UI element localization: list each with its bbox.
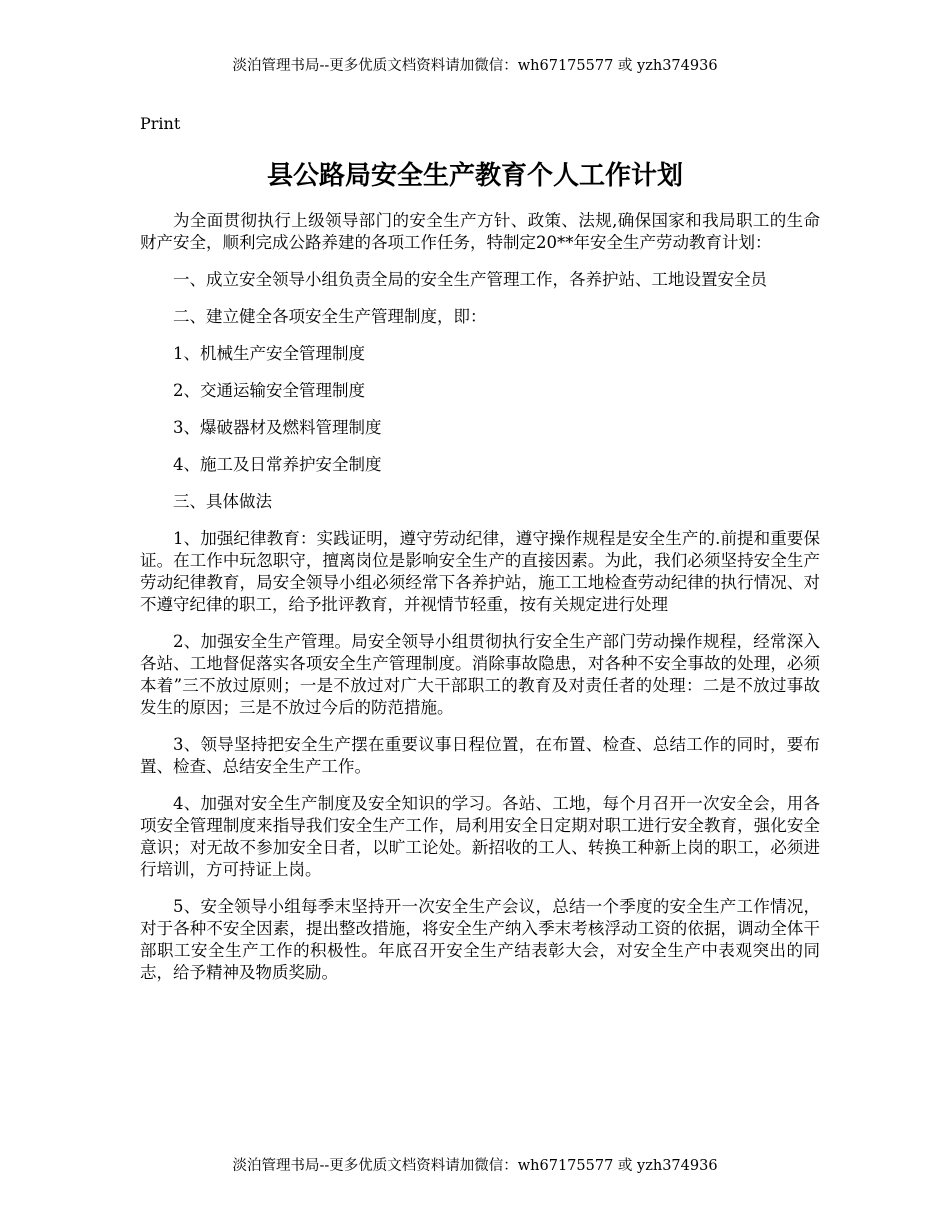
measure-paragraph: 2、加强安全生产管理。局安全领导小组贯彻执行安全生产部门劳动操作规程，经常深入各站、工地督促落实各项安全生产管理制度。消除事故隐患，对各种不安全事故的处理，必须本着”三不放过原则；一是不放过对广大干部职工的教育及对责任者的处理：二是不放过事故发生的原因；三是不放过今后的防范措施。 — [140, 632, 820, 717]
regulation-item: 1、机械生产安全管理制度 — [173, 344, 365, 363]
section-1-heading: 一、成立安全领导小组负责全局的安全生产管理工作，各养护站、工地设置安全员 — [173, 270, 767, 289]
document-title: 县公路局安全生产教育个人工作计划 — [266, 161, 683, 191]
regulation-item: 2、交通运输安全管理制度 — [173, 381, 365, 400]
page-header: 淡泊管理书局--更多优质文档资料请加微信：wh67175577 或 yzh374936 — [232, 58, 718, 74]
print-label: Print — [140, 114, 181, 133]
section-3-heading: 三、具体做法 — [173, 492, 272, 511]
document-body — [140, 210, 820, 999]
regulation-item: 3、爆破器材及燃料管理制度 — [173, 418, 382, 437]
measure-paragraph: 4、加强对安全生产制度及安全知识的学习。各站、工地，每个月召开一次安全会，用各项安全管理制度来指导我们安全生产工作，局利用安全日定期对职工进行安全教育，强化安全意识；对无故不参加安全日者，以旷工论处。新招收的工人、转换工种新上岗的职工，必须进行培训，方可持证上岗。 — [140, 794, 820, 879]
measure-paragraph: 3、领导坚持把安全生产摆在重要议事日程位置，在布置、检查、总结工作的同时，要布置、检查、总结安全生产工作。 — [140, 735, 820, 776]
regulation-item: 4、施工及日常养护安全制度 — [173, 455, 382, 474]
measure-paragraph: 1、加强纪律教育：实践证明，遵守劳动纪律，遵守操作规程是安全生产的.前提和重要保证。在工作中玩忽职守，擅离岗位是影响安全生产的直接因素。为此，我们必须坚持安全生产劳动纪律教育，局安全领导小组必须经常下各养护站，施工工地检查劳动纪律的执行情况、对不遵守纪律的职工，给予批评教育，并视情节轻重，按有关规定进行处理 — [140, 529, 820, 614]
page-footer: 淡泊管理书局--更多优质文档资料请加微信：wh67175577 或 yzh374936 — [232, 1158, 718, 1174]
measure-paragraph: 5、安全领导小组每季末坚持开一次安全生产会议，总结一个季度的安全生产工作情况，对于各种不安全因素，提出整改措施，将安全生产纳入季末考核浮动工资的依据，调动全体干部职工安全生产工作的积极性。年底召开安全生产结表彰大会，对安全生产中表观突出的同志，给予精神及物质奖励。 — [140, 897, 820, 982]
section-2-heading: 二、建立健全各项安全生产管理制度，即： — [173, 307, 487, 326]
intro-paragraph: 为全面贯彻执行上级领导部门的安全生产方针、政策、法规,确保国家和我局职工的生命财产安全，顺利完成公路养建的各项工作任务，特制定20**年安全生产劳动教育计划： — [140, 211, 820, 252]
